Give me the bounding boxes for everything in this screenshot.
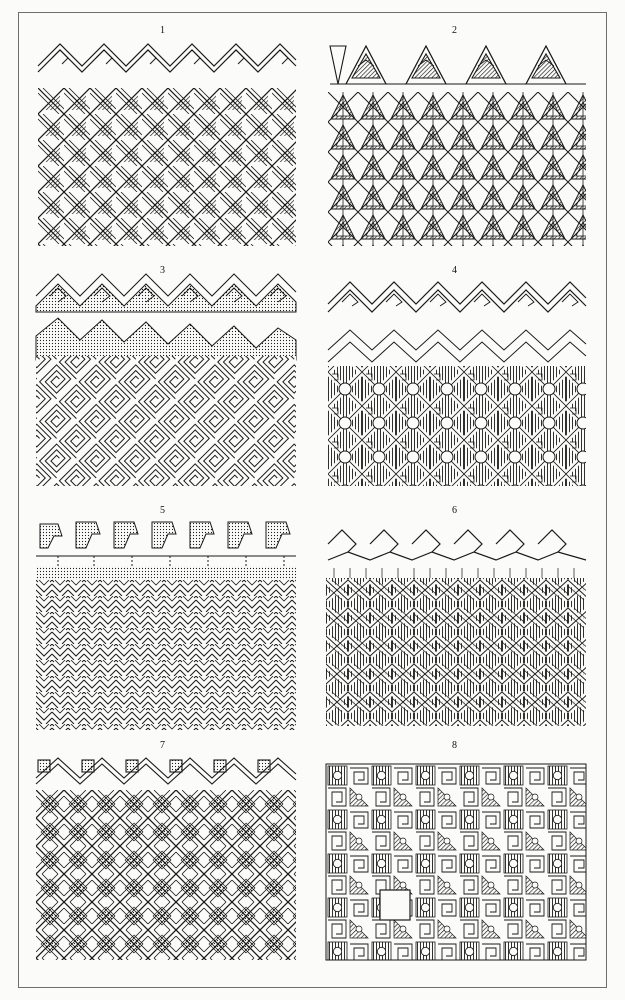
figure-number-2: 2 <box>452 25 457 36</box>
figure-3-band <box>36 318 296 360</box>
figure-8-field <box>326 764 586 960</box>
figure-3-border <box>36 274 296 312</box>
figure-1-border <box>38 44 296 72</box>
figure-3-field <box>36 356 296 486</box>
figure-8-blank-tile <box>380 890 410 920</box>
figure-number-1: 1 <box>160 25 165 36</box>
figure-number-6: 6 <box>452 505 457 516</box>
figure-4-border <box>328 282 586 312</box>
figure-4-band <box>328 330 586 362</box>
figure-1-field <box>38 88 296 246</box>
figure-4-field <box>328 366 586 486</box>
figure-5-transition <box>36 566 296 582</box>
figure-6-border <box>328 530 586 580</box>
figure-number-7: 7 <box>160 740 165 751</box>
figure-number-4: 4 <box>452 265 457 276</box>
figure-number-3: 3 <box>160 265 165 276</box>
figure-5-field <box>36 580 296 730</box>
figure-number-8: 8 <box>452 740 457 751</box>
figure-6-field <box>326 578 586 726</box>
figure-7-border <box>36 758 296 784</box>
figure-2-border <box>330 46 586 84</box>
figure-7-field <box>36 790 296 960</box>
figure-2-field <box>328 92 586 246</box>
figure-number-5: 5 <box>160 505 165 516</box>
